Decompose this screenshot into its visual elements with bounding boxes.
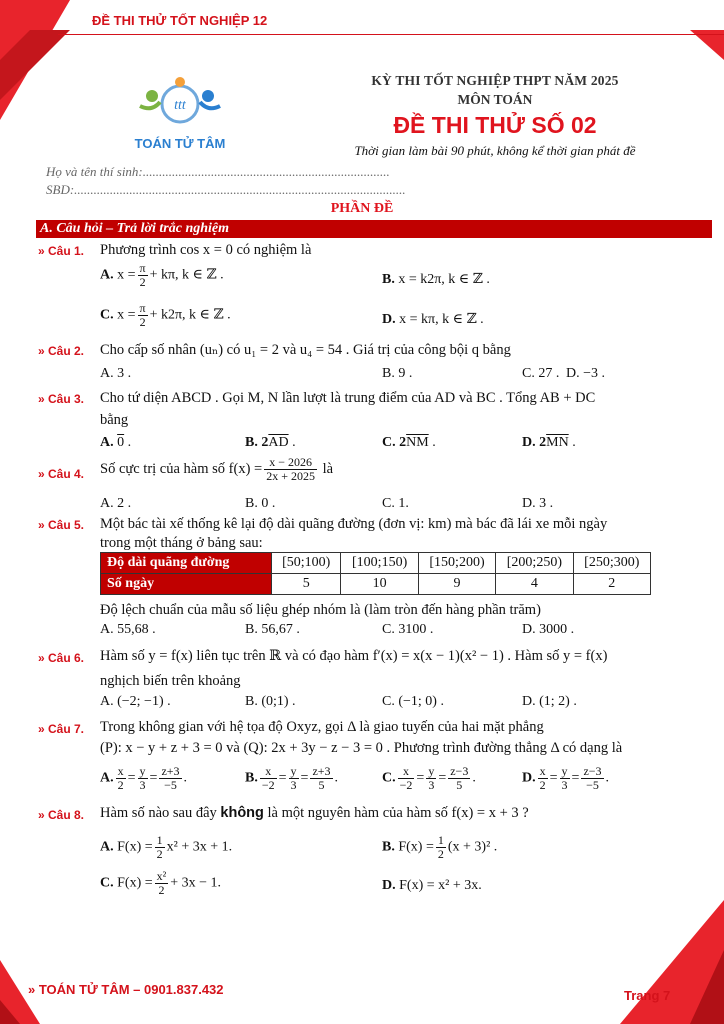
option-c[interactable]: C. $2\overline{NM}$ . bbox=[382, 435, 436, 450]
table-row bbox=[101, 553, 651, 574]
question-text: Phương trình cos x = 0 có nghiệm là bbox=[100, 242, 312, 258]
option-d[interactable]: D. 3000 . bbox=[522, 622, 575, 637]
table-cell: [250;300) bbox=[573, 553, 650, 574]
question-text-cont: bằng bbox=[100, 412, 129, 428]
option-b[interactable]: B. (0;1) . bbox=[245, 694, 296, 709]
exam-line1: KỲ THI TỐT NGHIỆP THPT NĂM 2025 bbox=[371, 73, 619, 88]
option-b[interactable]: B. 0 . bbox=[245, 496, 276, 511]
option-b[interactable]: B. x = k2π, k ∈ ℤ . bbox=[382, 272, 490, 287]
exam-title: ĐỀ THI THỬ SỐ 02 bbox=[393, 112, 597, 138]
option-a[interactable]: A. 2 . bbox=[100, 496, 132, 511]
question-label: » Câu 5. bbox=[38, 518, 85, 532]
question-text: Số cực trị của hàm số f(x) = $\frac{x - 2026}{2x + 2025}$ là bbox=[100, 455, 334, 483]
question-text: Hàm số y = f(x) liên tục trên ℝ và có đạo hàm f′(x) = x(x − 1)(x² − 1) . Hàm số y = f(x) bbox=[100, 648, 608, 664]
exam-line2: MÔN TOÁN bbox=[457, 92, 533, 107]
question-label: » Câu 8. bbox=[38, 808, 85, 822]
option-d[interactable]: D. $2\overline{MN}$ . bbox=[522, 435, 576, 450]
data-table bbox=[100, 552, 651, 595]
option-d[interactable]: D. −3 . bbox=[566, 366, 606, 381]
table-cell: [50;100) bbox=[272, 553, 341, 574]
table-cell: [200;250) bbox=[496, 553, 573, 574]
question-text-cont: (P): x − y + z + 3 = 0 và (Q): 2x + 3y − z − 3 = 0 . Phương trình đường thẳng Δ có dạng là bbox=[100, 740, 623, 756]
option-b[interactable]: B. 56,67 . bbox=[245, 622, 300, 637]
question-label: » Câu 3. bbox=[38, 392, 85, 406]
option-c[interactable]: C. x = $\frac{\pi}{2}$ + k2π, k ∈ ℤ . bbox=[100, 301, 231, 329]
option-a[interactable]: A. (−2; −1) . bbox=[100, 694, 171, 709]
option-c[interactable]: C. $\frac{x}{-2}$ = $\frac{y}{3}$ = $\frac{z-3}{5}$ . bbox=[382, 764, 476, 792]
section-title: PHẦN ĐỀ bbox=[330, 201, 394, 216]
option-c[interactable]: C. 1. bbox=[382, 496, 409, 511]
option-a[interactable]: A. x = $\frac{\pi}{2}$ + kπ, k ∈ ℤ . bbox=[100, 261, 224, 289]
table-header: Độ dài quãng đường bbox=[101, 553, 272, 574]
option-c[interactable]: C. 3100 . bbox=[382, 622, 434, 637]
question-text: Cho tứ diện ABCD . Gọi M, N lần lượt là trung điểm của AD và BC . Tổng AB + DC bbox=[100, 390, 596, 406]
option-d[interactable]: D. (1; 2) . bbox=[522, 694, 577, 709]
candidate-sbd-line: SBD:...................................................................................................... bbox=[46, 182, 406, 197]
question-label: » Câu 4. bbox=[38, 467, 85, 481]
question-label: » Câu 6. bbox=[38, 651, 85, 665]
question-text-cont: Độ lệch chuẩn của mẫu số liệu ghép nhóm là (làm tròn đến hàng phần trăm) bbox=[100, 602, 541, 618]
question-text-cont: trong một tháng ở bảng sau: bbox=[100, 535, 263, 551]
option-c[interactable]: C. F(x) = $\frac{\text{x²}}{2}$ + 3x − 1. bbox=[100, 869, 222, 897]
table-cell: 4 bbox=[496, 574, 573, 595]
table-cell: [100;150) bbox=[341, 553, 418, 574]
question-text: Hàm số nào sau đây không là một nguyên hàm của hàm số f(x) = x + 3 ? bbox=[100, 805, 529, 821]
option-b[interactable]: B. F(x) = $\frac{1}{2}$ (x + 3)² . bbox=[382, 833, 498, 861]
option-a[interactable]: A. 55,68 . bbox=[100, 622, 156, 637]
option-b[interactable]: B. $2\overline{AD}$ . bbox=[245, 435, 296, 450]
option-c[interactable]: C. (−1; 0) . bbox=[382, 694, 444, 709]
question-label: » Câu 2. bbox=[38, 344, 85, 358]
question-text-cont: nghịch biến trên khoảng bbox=[100, 673, 241, 689]
option-c[interactable]: C. 27 . bbox=[522, 366, 560, 381]
header-title: ĐỀ THI THỬ TỐT NGHIỆP 12 bbox=[92, 13, 268, 28]
table-header: Số ngày bbox=[101, 574, 272, 595]
option-a[interactable]: A. $\frac{x}{2}$ = $\frac{y}{3}$ = $\frac{z+3}{-5}$ . bbox=[100, 764, 188, 792]
option-a[interactable]: A. 0 . bbox=[100, 435, 132, 450]
table-cell: 5 bbox=[272, 574, 341, 595]
table-cell: 2 bbox=[573, 574, 650, 595]
option-a[interactable]: A. 3 . bbox=[100, 366, 132, 381]
exam-time-note: Thời gian làm bài 90 phút, không kể thời gian phát đề bbox=[354, 143, 636, 158]
option-b[interactable]: B. $\frac{x}{-2}$ = $\frac{y}{3}$ = $\frac{z+3}{5}$ . bbox=[245, 764, 339, 792]
question-label: » Câu 1. bbox=[38, 244, 85, 258]
option-d[interactable]: D. 3 . bbox=[522, 496, 554, 511]
option-a[interactable]: A. F(x) = $\frac{1}{2}$ x² + 3x + 1. bbox=[100, 833, 233, 861]
page-number: Trang 7 bbox=[624, 988, 671, 1003]
option-d[interactable]: D. $\frac{x}{2}$ = $\frac{y}{3}$ = $\frac{z-3}{-5}$ . bbox=[522, 764, 610, 792]
question-text: Cho cấp số nhân (uₙ) có u₁ = 2 và u₄ = 54 . Giá trị của công bội q bằng bbox=[100, 342, 511, 358]
part-a-bar: A. Câu hỏi – Trả lời trắc nghiệm bbox=[36, 220, 712, 238]
table-row bbox=[101, 574, 651, 595]
table-cell: 10 bbox=[341, 574, 418, 595]
logo-text: TOÁN TỬ TÂM bbox=[134, 136, 226, 151]
table-cell: 9 bbox=[418, 574, 495, 595]
option-d[interactable]: D. F(x) = x² + 3x. bbox=[382, 878, 482, 893]
footer-contact: » TOÁN TỬ TÂM – 0901.837.432 bbox=[28, 982, 224, 997]
option-d[interactable]: D. x = kπ, k ∈ ℤ . bbox=[382, 312, 484, 327]
question-text: Trong không gian với hệ tọa độ Oxyz, gọi Δ là giao tuyến của hai mặt phẳng bbox=[100, 719, 544, 735]
logo-mark: ttt bbox=[174, 98, 186, 113]
header-rule bbox=[58, 34, 724, 35]
question-label: » Câu 7. bbox=[38, 722, 85, 736]
option-b[interactable]: B. 9 . bbox=[382, 366, 413, 381]
candidate-name-line: Họ và tên thí sinh:............................................................................ bbox=[46, 164, 390, 179]
table-cell: [150;200) bbox=[418, 553, 495, 574]
question-text: Một bác tài xế thống kê lại độ dài quãng đường (đơn vị: km) mà bác đã lái xe mỗi ngày bbox=[100, 516, 608, 532]
